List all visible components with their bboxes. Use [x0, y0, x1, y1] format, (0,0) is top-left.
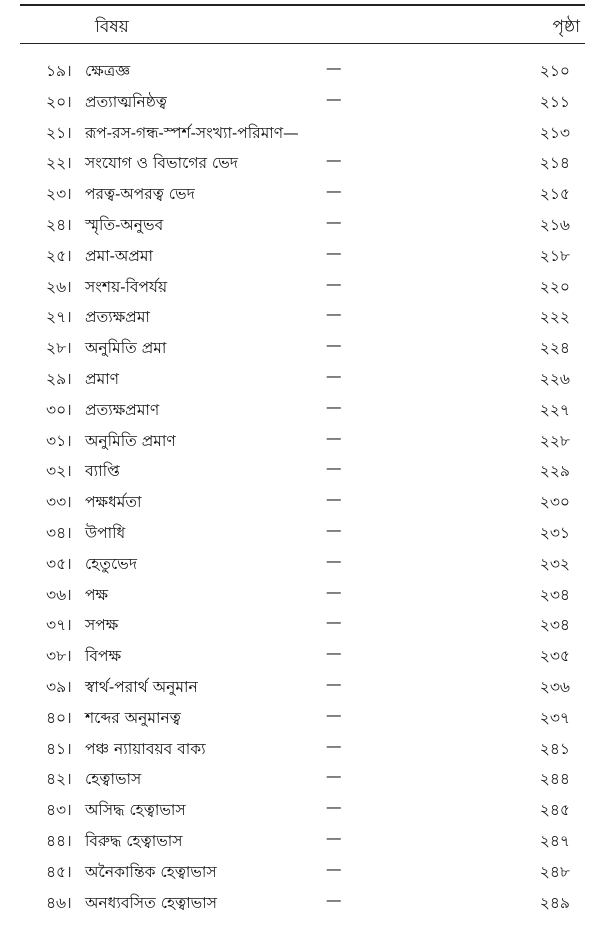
entry-title: হেতুভেদ: [85, 554, 137, 573]
contents-row: [0, 675, 600, 706]
entry-number: ২৭।: [46, 308, 72, 327]
entry-page: ২৩২: [539, 554, 570, 573]
entry-number: ৩৬।: [46, 585, 72, 604]
entry-number: ৪০।: [46, 708, 72, 727]
entry-title: প্রমা-অপ্রমা: [85, 246, 154, 265]
contents-row: [0, 213, 600, 244]
entry-number: ২৫।: [46, 246, 72, 265]
entry-title: প্রত্যক্ষপ্রমা: [85, 308, 150, 327]
contents-row: [0, 182, 600, 213]
entry-title: ক্ষেত্রজ্ঞ: [85, 62, 131, 80]
contents-row: [0, 613, 600, 644]
contents-row: [0, 767, 600, 798]
entry-dash: —: [326, 798, 342, 817]
entry-page: ২৪১: [539, 739, 570, 758]
entry-title: সংশয়-বিপর্যয়: [85, 277, 168, 296]
entry-number: ২৪।: [46, 215, 72, 234]
entry-dash: —: [326, 828, 342, 847]
entry-page: ২৪৯: [539, 893, 570, 912]
contents-row: [0, 59, 600, 90]
entry-title: বিপক্ষ: [85, 647, 122, 666]
entry-page: ২৩৪: [539, 616, 570, 635]
entry-page: ২৩৫: [539, 647, 570, 666]
entry-dash: —: [326, 182, 342, 201]
entry-dash: —: [326, 305, 342, 324]
entry-page: ২২৬: [539, 369, 570, 388]
entry-page: ২১৩: [539, 123, 570, 142]
entry-page: ২১৪: [539, 154, 570, 173]
entry-page: ২৪৮: [539, 862, 570, 881]
page-column-header: পৃষ্ঠা: [552, 17, 580, 37]
contents-row: [0, 305, 600, 336]
entry-number: ৩১।: [46, 431, 72, 450]
entry-title: সংযোগ ও বিভাগের ভেদ: [85, 154, 238, 173]
contents-row: [0, 798, 600, 829]
entry-page: ২৩৬: [539, 677, 570, 696]
entry-title: বিরুদ্ধ হেত্বাভাস: [85, 831, 183, 850]
contents-row: [0, 429, 600, 460]
contents-row: [0, 644, 600, 675]
entry-dash: —: [326, 89, 342, 108]
entry-page: ২২৮: [539, 431, 570, 450]
entry-number: ৪৪।: [46, 831, 72, 850]
entry-title: অসিদ্ধ হেত্বাভাস: [85, 801, 186, 820]
entry-number: ৪৬।: [46, 893, 72, 912]
entry-dash: —: [326, 644, 342, 663]
entry-number: ৩৫।: [46, 554, 72, 573]
entry-number: ২০।: [46, 92, 72, 111]
entry-number: ২১।: [46, 123, 72, 142]
entry-page: ২২৯: [539, 462, 570, 481]
entry-dash: —: [326, 151, 342, 170]
entry-number: ৩৮।: [46, 647, 72, 666]
entry-dash: —: [326, 705, 342, 724]
entry-number: ৩০।: [46, 400, 72, 419]
entry-number: ২৩।: [46, 185, 72, 204]
entry-dash: —: [326, 243, 342, 262]
entry-number: ৩৯।: [46, 677, 72, 696]
entry-number: ২২।: [46, 154, 72, 173]
contents-row: [0, 336, 600, 367]
entry-page: ২১০: [539, 62, 570, 80]
entry-number: ৪৫।: [46, 862, 72, 881]
contents-row: [0, 151, 600, 182]
entry-page: ২১৮: [539, 246, 570, 265]
entry-number: ২৯।: [46, 369, 72, 388]
header-top-rule: [20, 4, 585, 6]
contents-row: [0, 583, 600, 614]
entry-number: ৪২।: [46, 770, 72, 789]
contents-row: [0, 490, 600, 521]
contents-row: [0, 367, 600, 398]
entry-title: প্রমাণ: [85, 369, 120, 388]
contents-row: [0, 737, 600, 768]
entry-number: ৩৭।: [46, 616, 72, 635]
entry-number: ৩৪।: [46, 523, 72, 542]
contents-row: [0, 860, 600, 891]
contents-row: [0, 90, 600, 121]
entry-title: অনধ্যবসিত হেত্বাভাস: [85, 893, 217, 912]
entry-title: পরত্ব-অপরত্ব ভেদ: [85, 185, 195, 204]
entry-number: ২৬।: [46, 277, 72, 296]
contents-row: [0, 121, 600, 152]
entry-number: ৪১।: [46, 739, 72, 758]
contents-row: [0, 829, 600, 860]
entry-page: ২২২: [539, 308, 570, 327]
entry-title: উপাধি: [85, 523, 126, 542]
entry-number: ২৮।: [46, 339, 72, 358]
entry-dash: —: [326, 551, 342, 570]
entry-dash: —: [326, 59, 342, 77]
entry-title: পক্ষ: [85, 585, 109, 604]
entry-dash: —: [326, 428, 342, 447]
entry-title: অনুমিতি প্রমাণ: [85, 431, 176, 450]
contents-row: [0, 891, 600, 922]
entry-dash: —: [326, 490, 342, 509]
entry-dash: —: [326, 212, 342, 231]
entry-page: ২২০: [539, 277, 570, 296]
entry-title: রূপ-রস-গন্ধ-স্পর্শ-সংখ্যা-পরিমাণ—: [85, 123, 299, 142]
entry-page: ২২৪: [539, 339, 570, 358]
entry-dash: —: [326, 336, 342, 355]
entry-page: ২১৬: [539, 215, 570, 234]
entry-number: ১৯।: [46, 62, 72, 80]
entry-title: স্বার্থ-পরার্থ অনুমান: [85, 677, 198, 696]
entry-number: ৪৩।: [46, 801, 72, 820]
entry-title: ব্যাপ্তি: [85, 462, 120, 481]
entry-title: প্রত্যক্ষপ্রমাণ: [85, 400, 160, 419]
contents-row: [0, 459, 600, 490]
entry-page: ২৪৫: [539, 801, 570, 820]
entry-title: পক্ষধর্মতা: [85, 493, 142, 512]
entry-dash: —: [326, 859, 342, 878]
contents-row: [0, 706, 600, 737]
entry-page: ২১১: [539, 92, 570, 111]
entry-dash: —: [326, 366, 342, 385]
entry-title: সপক্ষ: [85, 616, 119, 635]
contents-row: [0, 552, 600, 583]
entry-dash: —: [326, 736, 342, 755]
entry-dash: —: [326, 674, 342, 693]
entry-dash: —: [326, 613, 342, 632]
entry-title: অনুমিতি প্রমা: [85, 339, 167, 358]
entry-dash: —: [326, 582, 342, 601]
entry-page: ২৩৪: [539, 585, 570, 604]
entry-page: ২১৫: [539, 185, 570, 204]
entry-dash: —: [326, 397, 342, 416]
contents-list: [0, 59, 600, 921]
entry-number: ৩৩।: [46, 493, 72, 512]
entry-title: প্রত্যাত্মনিষ্ঠত্ব: [85, 92, 167, 111]
contents-row: [0, 275, 600, 306]
entry-page: ২৩০: [539, 493, 570, 512]
contents-row: [0, 398, 600, 429]
subject-column-header: বিষয়: [95, 17, 129, 37]
contents-row: [0, 244, 600, 275]
entry-dash: —: [326, 890, 342, 909]
entry-page: ২৪৭: [539, 831, 570, 850]
entry-page: ২৩১: [539, 523, 570, 542]
entry-page: ২২৭: [539, 400, 570, 419]
entry-dash: —: [326, 274, 342, 293]
entry-title: শব্দের অনুমানত্ব: [85, 708, 181, 727]
entry-title: হেত্বাভাস: [85, 770, 142, 789]
entry-dash: —: [326, 459, 342, 478]
entry-title: অনৈকান্তিক হেত্বাভাস: [85, 862, 217, 881]
contents-row: [0, 521, 600, 552]
entry-title: পঞ্চ ন্যায়াবয়ব বাক্য: [85, 739, 206, 758]
entry-page: ২৪৪: [539, 770, 570, 789]
entry-dash: —: [326, 767, 342, 786]
entry-dash: —: [326, 520, 342, 539]
entry-number: ৩২।: [46, 462, 72, 481]
entry-title: স্মৃতি-অনুভব: [85, 215, 164, 234]
header-bottom-rule: [20, 43, 585, 44]
entry-page: ২৩৭: [539, 708, 570, 727]
